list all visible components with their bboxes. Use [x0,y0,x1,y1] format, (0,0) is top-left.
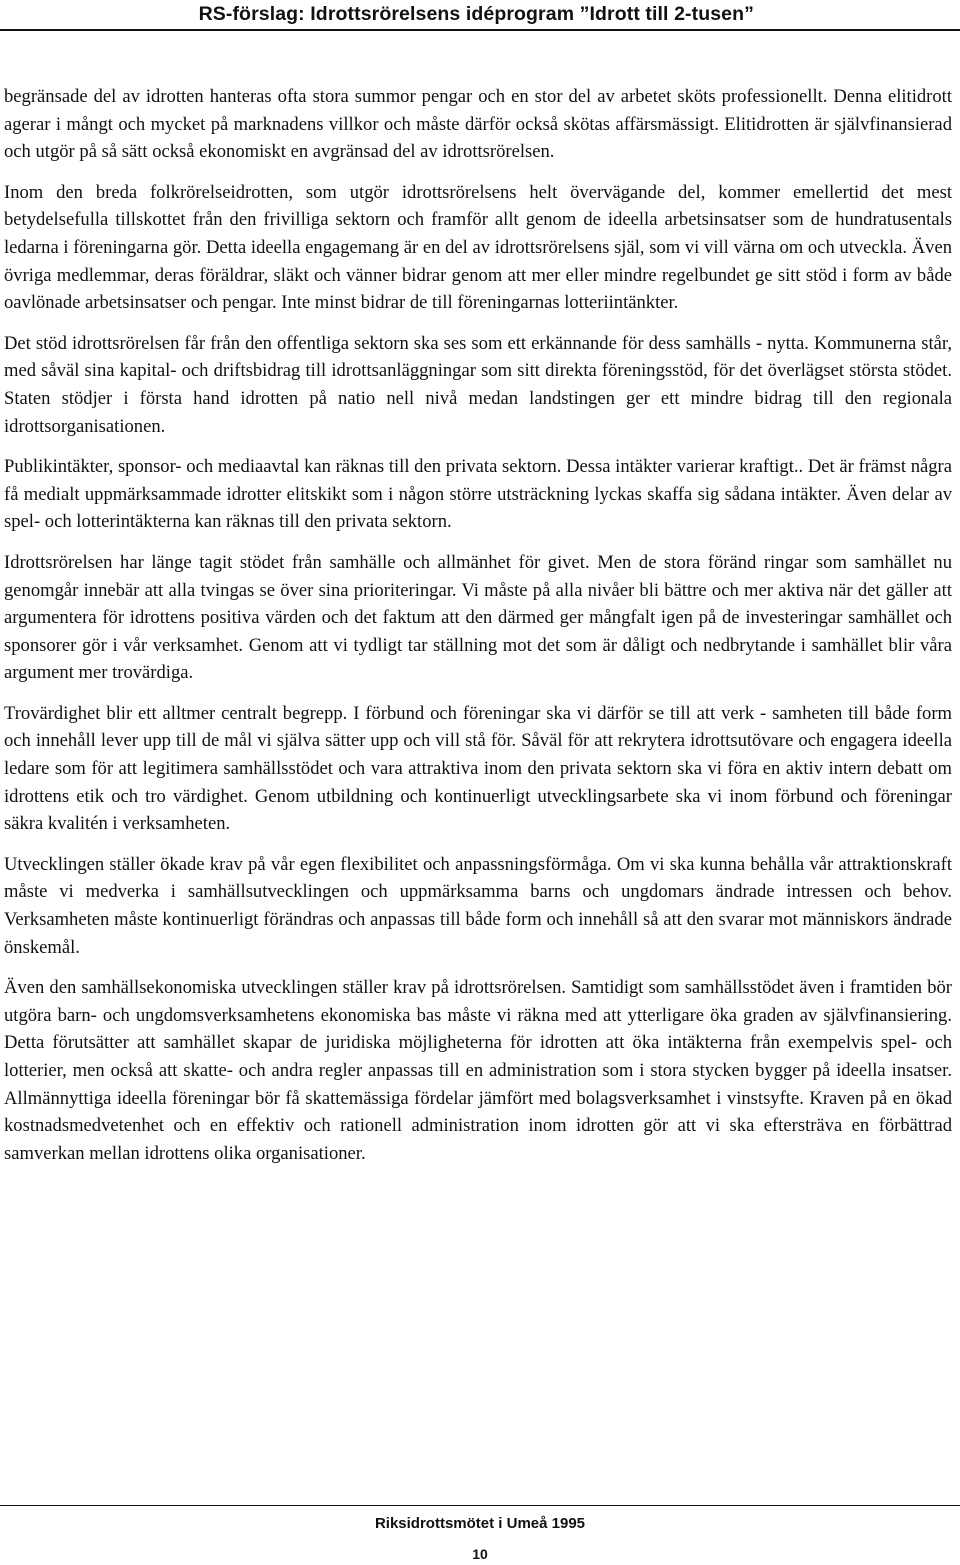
footer-text: Riksidrottsmötet i Umeå 1995 [374,1515,586,1532]
document-body [4,83,952,1180]
paragraph: Inom den breda folkrörelseidrotten, som utgör idrottsrörelsens helt övervägande del, kommer emellertid det mest betydelsefulla tillskottet från den frivilliga sektorn och framför allt genom de ideella arbetsinsatser som de hundratusentals ledarna i föreningarna gör. Detta ideella engagemang är en del av idrottsrörelsens själ, som vi vill värna om och utveckla. Även övriga medlemmar, deras föräldrar, släkt och vänner bidrar genom att mer eller mindre regelbundet ge sitt stöd i form av både oavlönade arbetsinsatser och pengar. Inte minst bidrar de till föreningarnas lotteriintänkter. [4,181,952,314]
paragraph: Idrottsrörelsen har länge tagit stödet från samhälle och allmänhet för givet. Men de stora föränd ringar som samhället nu genomgår innebär att alla tvingas se över sina prioriteringar. Vi måste på alla nivåer bli bättre och mer aktiva när det gäller att argumentera för idrottens positiva värden och det faktum att den därmed ger mångfalt igen på de investeringar samhället och sponsorer gör i vår verksamhet. Genom att vi tydligt tar ställning mot det som är dåligt och nedbrytande i samhället blir våra argument mer trovärdiga. [4,551,952,684]
footer-rule [0,1505,960,1506]
document-title: RS-förslag: Idrottsrörelsens idéprogram ”Idrott till 2-tusen” [198,3,754,25]
header-rule [0,29,960,31]
paragraph: Trovärdighet blir ett alltmer centralt begrepp. I förbund och föreningar ska vi därför se till att verk - samheten till både form och innehåll lever upp till de mål vi själva sätter upp och vill stå för. Såväl för att rekrytera idrottsutövare och engagera ideella ledare som för att legitimera samhällsstödet och vara attraktiva inom den privata sektorn ska vi föra en aktiv intern debatt om idrottens etik och tro värdighet. Genom utbildning och kontinuerligt utvecklingsarbete ska vi inom förbund och föreningar säkra kvalitén i verksamheten. [4,702,952,835]
paragraph: Även den samhällsekonomiska utvecklingen ställer krav på idrottsrörelsen. Samtidigt som samhällsstödet även i framtiden bör utgöra barn- och ungdomsverksamhetens ekonomiska bas måste vi räkna med att ytterligare öka graden av självfinansiering. Detta förutsätter att samhället skapar de juridiska möjligheterna för idrotten att öka intäkterna från exempelvis spel- och lotterier, men också att skatte- och andra regler anpassas till en administration som i stora stycken bygger på ideella insatser. Allmännyttiga ideella föreningar bör få skattemässiga fördelar jämfört med bolagsverksamhet i vinstsyfte. Kraven på en ökad kostnadsmedvetenhet och en effektiv och rationell administration inom idrotten gör att vi ska eftersträva en förbättrad samverkan mellan idrottens olika organisationer. [4,977,952,1164]
page-number: 10 [472,1546,488,1562]
paragraph: begränsade del av idrotten hanteras ofta stora summor pengar och en stor del av arbetet sköts professionellt. Denna elitidrott agerar i mångt och mycket på marknadens villkor och måste därför också skötas affärsmässigt. Elitidrotten är självfinansierad och utgör på så sätt också ekonomiskt en avgränsad del av idrottsrörelsen. [4,86,952,163]
paragraph: Publikintäkter, sponsor- och mediaavtal kan räknas till den privata sektorn. Dessa intäkter varierar kraftigt.. Det är främst några få medialt uppmärksammade idrotter elitskikt som i någon större utsträckning lyckas skaffa sig sådana intäkter. Även delar av spel- och lotterintäkterna kan räknas till den privata sektorn. [4,456,952,533]
paragraph: Det stöd idrottsrörelsen får från den offentliga sektorn ska ses som ett erkännande för dess samhälls - nytta. Kommunerna står, med såväl sina kapital- och driftsbidrag till idrottsanläggningar som sitt direkta föreningsstöd, för det överlägset största stödet. Staten stödjer i första hand idrotten på natio nell nivå medan landstingen ger ett mindre bidrag till den regionala idrottsorganisationen. [4,332,952,437]
page-header [0,0,960,30]
paragraph: Utvecklingen ställer ökade krav på vår egen flexibilitet och anpassningsförmåga. Om vi ska kunna behålla vår attraktionskraft måste vi medverka i samhällsutvecklingen och uppmärksamma barns och ungdomars ändrade intressen och behov. Verksamheten måste kontinuerligt förändras och anpassas till både form och innehåll så att den svarar mot människors ändrade önskemål. [4,853,952,958]
